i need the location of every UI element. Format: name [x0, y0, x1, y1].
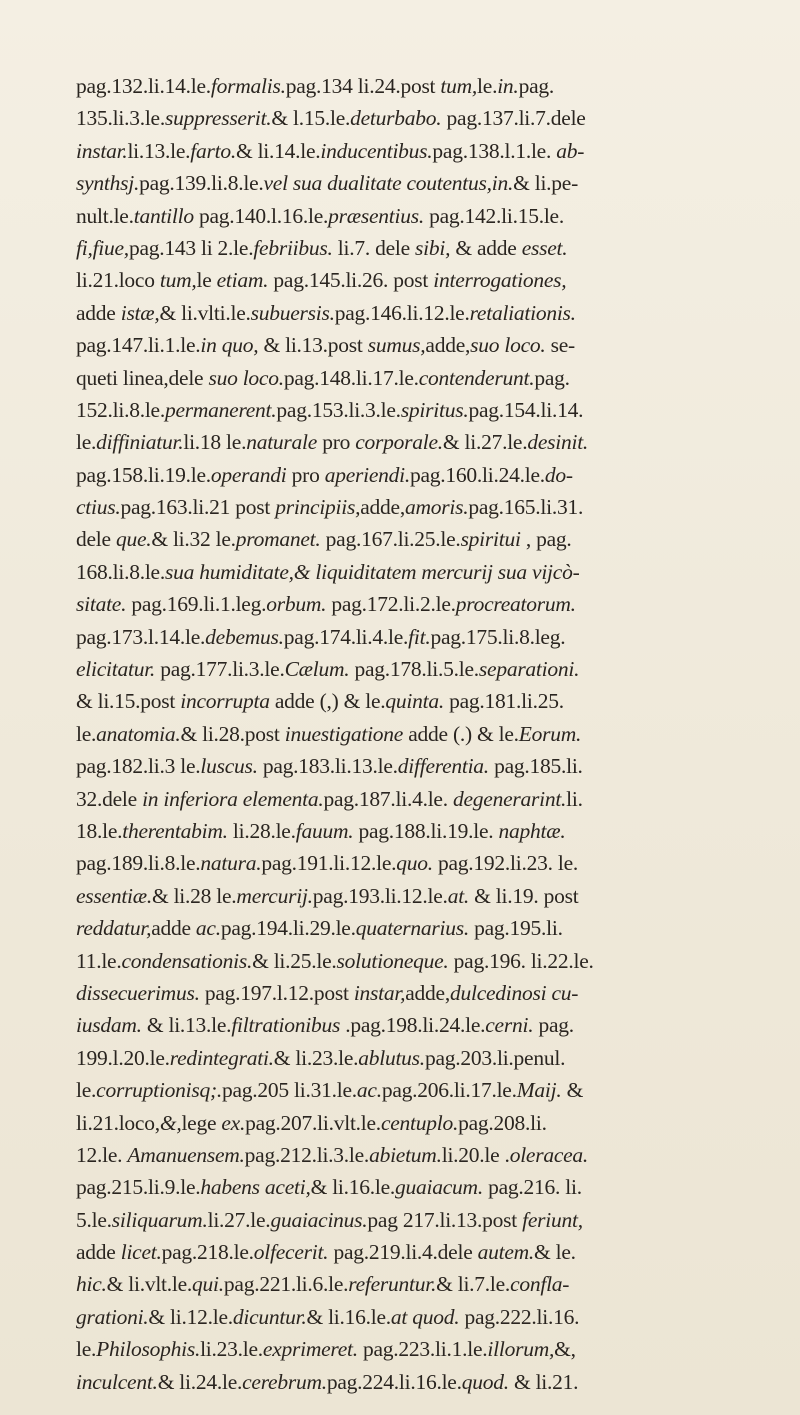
- reference-text: le.: [477, 74, 498, 98]
- italic-term: inducentibus.: [320, 138, 433, 163]
- italic-term: tum,: [159, 268, 197, 293]
- reference-text: nult.le.: [76, 203, 134, 228]
- reference-text: pag.154.li.14.: [468, 397, 584, 422]
- reference-text: li.21.loco: [76, 268, 160, 293]
- reference-text: & li.21.: [508, 1369, 579, 1394]
- italic-term: ac.: [195, 916, 221, 941]
- reference-text: le.: [76, 1078, 97, 1103]
- text-line: [76, 329, 736, 361]
- italic-term: redintegrati.: [169, 1045, 274, 1070]
- italic-term: licet.: [120, 1240, 162, 1265]
- italic-term: anatomia.: [96, 721, 181, 746]
- text-line: [76, 70, 736, 102]
- reference-text: pag.178.li.5.le.: [349, 657, 479, 682]
- italic-term: esset.: [521, 235, 568, 260]
- reference-text: pag.185.li.: [488, 754, 583, 779]
- italic-term: oleracea.: [509, 1142, 589, 1167]
- reference-text: pag.163.li.21 post: [120, 495, 276, 520]
- reference-text: & li.15.post: [76, 689, 181, 714]
- italic-term: reddatur,: [76, 916, 152, 941]
- text-line: [76, 491, 736, 523]
- italic-term: &,: [159, 1110, 182, 1135]
- italic-term: natura.: [200, 851, 262, 876]
- reference-text: pag.223.li.1.le.: [357, 1337, 488, 1362]
- reference-text: pag.174.li.4.le.: [283, 624, 409, 649]
- italic-term: operandi: [210, 462, 287, 487]
- text-line: [76, 1301, 736, 1333]
- italic-term: filtrationibus: [231, 1013, 341, 1038]
- italic-term: quod.: [461, 1369, 509, 1394]
- text-line: [76, 880, 736, 912]
- text-line: [76, 1171, 736, 1203]
- italic-term: formalis.: [210, 74, 286, 98]
- italic-term: fauum.: [295, 818, 354, 843]
- italic-term: corporale.: [355, 430, 443, 455]
- reference-text: pag.153.li.3.le.: [276, 397, 401, 422]
- italic-term: debemus.: [205, 624, 284, 649]
- reference-text: & l.15.le.: [271, 106, 351, 131]
- reference-text: pag.167.li.25.le.: [320, 527, 461, 552]
- text-line: [76, 977, 736, 1009]
- reference-text: pag.216. li.: [482, 1175, 582, 1200]
- italic-term: at.: [447, 883, 470, 908]
- italic-term: iusdam.: [76, 1013, 142, 1038]
- italic-term: Maij.: [516, 1078, 562, 1103]
- reference-text: pag.172.li.2.le.: [326, 592, 456, 617]
- reference-text: & li.25.le.: [252, 948, 337, 973]
- italic-term: inculcent.: [76, 1369, 158, 1394]
- text-line: [76, 1107, 736, 1139]
- reference-text: pag.147.li.1.le.: [76, 333, 201, 358]
- reference-text: & li.12.le.: [148, 1304, 233, 1329]
- reference-text: pag.165.li.31.: [468, 495, 584, 520]
- reference-text: & li.vlti.le.: [159, 300, 251, 325]
- reference-text: & li.16.le.: [306, 1304, 391, 1329]
- italic-term: aperiendi.: [324, 462, 410, 487]
- reference-text: li.27.le.: [207, 1207, 271, 1232]
- italic-term: deturbabo.: [350, 106, 442, 131]
- italic-term: qui.: [192, 1272, 224, 1297]
- text-line: [76, 200, 736, 232]
- italic-term: ablutus.: [358, 1045, 425, 1070]
- reference-text: 12.le.: [76, 1142, 128, 1167]
- text-line: [76, 1042, 736, 1074]
- italic-term: autem.: [477, 1240, 535, 1265]
- reference-text: pag.160.li.24.le.: [409, 462, 545, 487]
- italic-term: corruptionisq;.: [96, 1078, 223, 1103]
- text-line: [76, 750, 736, 782]
- italic-term: incorrupta: [180, 689, 270, 714]
- italic-term: naturale: [246, 430, 318, 455]
- italic-term: feriunt,: [522, 1207, 583, 1232]
- italic-term: tum,: [440, 74, 478, 98]
- italic-term: Cælum.: [284, 657, 350, 682]
- reference-text: li.13.le.: [127, 138, 191, 163]
- italic-term: abietum.: [369, 1142, 442, 1167]
- text-line: [76, 945, 736, 977]
- reference-text: &: [561, 1078, 584, 1103]
- reference-text: pro: [317, 430, 356, 455]
- reference-text: pag.191.li.12.le.: [261, 851, 397, 876]
- italic-term: in.: [497, 74, 519, 98]
- italic-term: guaiacum.: [395, 1175, 483, 1200]
- reference-text: pag.177.li.3.le.: [155, 657, 285, 682]
- italic-term: desinit.: [527, 430, 589, 455]
- reference-text: & li.7.le.: [436, 1272, 511, 1297]
- italic-term: inuestigatione: [284, 721, 404, 746]
- italic-term: differentia.: [397, 754, 489, 779]
- reference-text: & li.32 le.: [151, 527, 236, 552]
- italic-term: ex.: [221, 1110, 246, 1135]
- reference-text: & li.16.le.: [310, 1175, 396, 1200]
- reference-text: 135.li.3.le.: [76, 106, 165, 131]
- reference-text: pag.173.l.14.le.: [76, 624, 206, 649]
- reference-text: & li.14.le.: [235, 138, 321, 163]
- italic-term: tantillo: [133, 203, 194, 228]
- italic-term: siliquarum.: [111, 1207, 208, 1232]
- reference-text: pag.142.li.15.le.: [423, 203, 564, 228]
- reference-text: pag.208.li.: [458, 1110, 547, 1135]
- text-line: [76, 815, 736, 847]
- reference-text: , pag.: [520, 527, 572, 552]
- reference-text: &,: [554, 1337, 576, 1362]
- text-line: [76, 459, 736, 491]
- italic-term: spiritui: [460, 527, 521, 552]
- italic-term: in inferiora elementa.: [142, 786, 324, 811]
- errata-text-block: [76, 70, 736, 1398]
- italic-term: principiis,: [275, 495, 361, 520]
- reference-text: pag.222.li.16.: [459, 1304, 580, 1329]
- italic-term: separationi.: [478, 657, 580, 682]
- italic-term: referuntur.: [348, 1272, 437, 1297]
- text-line: [76, 297, 736, 329]
- italic-term: dulcedinosi cu-: [449, 980, 579, 1005]
- italic-term: in quo,: [200, 333, 259, 358]
- reference-text: pag.181.li.25.: [443, 689, 564, 714]
- italic-term: sumus,: [367, 333, 426, 358]
- reference-text: le.: [76, 1337, 97, 1362]
- text-line: [76, 1009, 736, 1041]
- text-line: [76, 362, 736, 394]
- reference-text: lege: [181, 1110, 222, 1135]
- italic-term: quinta.: [385, 689, 444, 714]
- reference-text: & li.13.post: [258, 333, 368, 358]
- italic-term: sua humiditate,& liquiditatem mercurij sua vijcò-: [164, 559, 580, 584]
- italic-term: interrogationes,: [433, 268, 567, 293]
- reference-text: pag.193.li.12.le.: [312, 883, 448, 908]
- italic-term: therentabim.: [122, 818, 228, 843]
- italic-term: cerebrum.: [242, 1369, 327, 1394]
- reference-text: 18.le.: [76, 818, 123, 843]
- italic-term: spiritus.: [400, 397, 469, 422]
- text-line: [76, 1139, 736, 1171]
- text-line: [76, 102, 736, 134]
- reference-text: pag.: [533, 1013, 574, 1038]
- italic-term: condensationis.: [121, 948, 253, 973]
- reference-text: pag.203.li.penul.: [424, 1045, 566, 1070]
- reference-text: & li.13.le.: [141, 1013, 232, 1038]
- reference-text: pag.221.li.6.le.: [223, 1272, 349, 1297]
- text-line: [76, 167, 736, 199]
- reference-text: dele: [76, 527, 116, 552]
- reference-text: 199.l.20.le.: [76, 1045, 170, 1070]
- italic-term: guaiacinus.: [270, 1207, 368, 1232]
- italic-term: Philosophis.: [96, 1337, 201, 1362]
- reference-text: 32.dele: [76, 786, 143, 811]
- italic-term: suppresserit.: [164, 106, 272, 131]
- reference-text: pag.148.li.17.le.: [283, 365, 419, 390]
- italic-term: solutioneque.: [336, 948, 449, 973]
- text-line: [76, 1366, 736, 1398]
- reference-text: pag.215.li.9.le.: [76, 1175, 201, 1200]
- text-line: [76, 1268, 736, 1300]
- italic-term: quo.: [396, 851, 433, 876]
- reference-text: li.28.le.: [227, 818, 296, 843]
- italic-term: quaternarius.: [355, 916, 469, 941]
- reference-text: pag.187.li.4.le.: [323, 786, 453, 811]
- reference-text: pag.169.li.1.leg.: [126, 592, 267, 617]
- reference-text: & li.19. post: [469, 883, 579, 908]
- reference-text: adde,: [360, 495, 405, 520]
- italic-term: que.: [115, 527, 152, 552]
- italic-term: essentiæ.: [76, 883, 152, 908]
- reference-text: & li.28.post: [180, 721, 285, 746]
- reference-text: pag.139.li.8.le.: [139, 171, 264, 196]
- reference-text: pag.195.li.: [468, 916, 563, 941]
- italic-term: amoris.: [404, 495, 469, 520]
- reference-text: & li.27.le.: [442, 430, 528, 455]
- reference-text: 11.le.: [76, 948, 122, 973]
- italic-term: cerni.: [485, 1013, 534, 1038]
- italic-term: at quod.: [390, 1304, 460, 1329]
- reference-text: pag.218.le.: [161, 1240, 254, 1265]
- text-line: [76, 1236, 736, 1268]
- italic-term: Amanuensem.: [127, 1142, 245, 1167]
- reference-text: pag.192.li.23. le.: [432, 851, 579, 876]
- text-line: [76, 783, 736, 815]
- italic-term: grationi.: [76, 1304, 149, 1329]
- reference-text: adde: [151, 916, 196, 941]
- text-line: [76, 718, 736, 750]
- text-line: [76, 847, 736, 879]
- italic-term: confla-: [510, 1272, 570, 1297]
- reference-text: & li.pe-: [513, 171, 578, 196]
- italic-term: diffiniatur.: [96, 430, 184, 455]
- text-line: [76, 1333, 736, 1365]
- italic-term: fi,fiue,: [76, 235, 129, 260]
- italic-term: habens aceti,: [200, 1175, 311, 1200]
- reference-text: & li.vlt.le.: [106, 1272, 193, 1297]
- reference-text: queti linea,dele: [76, 365, 209, 390]
- italic-term: retaliationis.: [469, 300, 576, 325]
- italic-term: ctius.: [76, 495, 121, 520]
- text-line: [76, 394, 736, 426]
- reference-text: & adde: [450, 235, 522, 260]
- reference-text: & le.: [534, 1240, 576, 1265]
- reference-text: pag.189.li.8.le.: [76, 851, 201, 876]
- italic-term: naphtæ.: [498, 818, 566, 843]
- italic-term: promanet.: [235, 527, 321, 552]
- reference-text: pag.197.l.12.post: [199, 980, 354, 1005]
- text-line: [76, 588, 736, 620]
- text-line: [76, 621, 736, 653]
- italic-term: mercurij.: [236, 883, 313, 908]
- reference-text: pag.175.li.8.leg.: [430, 624, 566, 649]
- text-line: [76, 523, 736, 555]
- italic-term: dicuntur.: [232, 1304, 307, 1329]
- text-line: [76, 685, 736, 717]
- reference-text: se-: [545, 333, 575, 358]
- reference-text: pag 217.li.13.post: [367, 1207, 523, 1232]
- italic-term: farto.: [190, 138, 236, 163]
- italic-term: etiam.: [216, 268, 269, 293]
- reference-text: pag.188.li.19.le.: [353, 818, 499, 843]
- reference-text: adde: [76, 1240, 121, 1265]
- text-line: [76, 912, 736, 944]
- italic-term: ab-: [556, 138, 585, 163]
- text-line: [76, 1074, 736, 1106]
- italic-term: Eorum.: [518, 721, 582, 746]
- reference-text: .pag.198.li.24.le.: [340, 1013, 486, 1038]
- reference-text: pag.158.li.19.le.: [76, 462, 211, 487]
- reference-text: li.23.le.: [200, 1337, 263, 1362]
- italic-term: suo loco.: [470, 333, 546, 358]
- reference-text: pag.132.li.14.le.: [76, 74, 211, 98]
- reference-text: pag.134 li.24.post: [285, 74, 441, 98]
- italic-term: febriibus.: [253, 235, 333, 260]
- reference-text: pro: [286, 462, 325, 487]
- reference-text: pag.183.li.13.le.: [257, 754, 398, 779]
- italic-term: instar.: [76, 138, 128, 163]
- reference-text: pag.219.li.4.dele: [328, 1240, 478, 1265]
- reference-text: 152.li.8.le.: [76, 397, 165, 422]
- reference-text: pag.194.li.29.le.: [220, 916, 356, 941]
- reference-text: li.21.loco,: [76, 1110, 160, 1135]
- reference-text: 5.le.: [76, 1207, 112, 1232]
- italic-term: procreatorum.: [455, 592, 576, 617]
- text-line: [76, 1204, 736, 1236]
- italic-term: orbum.: [266, 592, 327, 617]
- reference-text: pag.143 li 2.le.: [128, 235, 254, 260]
- reference-text: pag.205 li.31.le.: [222, 1078, 357, 1103]
- reference-text: adde,: [425, 333, 471, 358]
- reference-text: pag.224.li.16.le.: [326, 1369, 462, 1394]
- reference-text: pag.196. li.22.le.: [448, 948, 594, 973]
- italic-term: suo loco.: [208, 365, 284, 390]
- text-line: [76, 426, 736, 458]
- reference-text: pag.: [518, 74, 554, 98]
- italic-term: exprimeret.: [262, 1337, 358, 1362]
- reference-text: le.: [76, 721, 97, 746]
- reference-text: 168.li.8.le.: [76, 559, 165, 584]
- reference-text: adde (,) & le.: [269, 689, 386, 714]
- reference-text: pag.146.li.12.le.: [334, 300, 470, 325]
- italic-term: præsentius.: [328, 203, 424, 228]
- reference-text: adde: [76, 300, 121, 325]
- reference-text: pag.212.li.3.le.: [244, 1142, 370, 1167]
- reference-text: pag.207.li.vlt.le.: [245, 1110, 381, 1135]
- italic-term: hic.: [76, 1272, 107, 1297]
- italic-term: instar,: [353, 980, 406, 1005]
- text-line: [76, 135, 736, 167]
- reference-text: pag.140.l.16.le.: [193, 203, 329, 228]
- text-line: [76, 232, 736, 264]
- italic-term: do-: [544, 462, 573, 487]
- reference-text: pag.145.li.26. post: [268, 268, 434, 293]
- text-line: [76, 556, 736, 588]
- italic-term: permanerent.: [164, 397, 277, 422]
- reference-text: pag.138.l.1.le.: [432, 138, 557, 163]
- italic-term: centuplo.: [380, 1110, 459, 1135]
- italic-term: sitate.: [76, 592, 127, 617]
- text-line: [76, 653, 736, 685]
- reference-text: pag.182.li.3 le.: [76, 754, 201, 779]
- reference-text: & li.24.le.: [157, 1369, 243, 1394]
- reference-text: li.7. dele: [332, 235, 416, 260]
- reference-text: li.20.le .: [441, 1142, 510, 1167]
- reference-text: pag.206.li.17.le.: [381, 1078, 517, 1103]
- reference-text: pag.137.li.7.dele: [441, 106, 586, 131]
- italic-term: luscus.: [200, 754, 258, 779]
- italic-term: olfecerit.: [253, 1240, 329, 1265]
- italic-term: elicitatur.: [76, 657, 156, 682]
- reference-text: le: [196, 268, 217, 293]
- reference-text: adde (.) & le.: [403, 721, 519, 746]
- italic-term: contenderunt.: [418, 365, 535, 390]
- reference-text: li.: [566, 786, 583, 811]
- italic-term: synthsj.: [76, 171, 140, 196]
- reference-text: & li.23.le.: [273, 1045, 359, 1070]
- italic-term: fit.: [408, 624, 431, 649]
- italic-term: illorum,: [487, 1337, 555, 1362]
- reference-text: adde,: [405, 980, 450, 1005]
- italic-term: degenerarint.: [452, 786, 567, 811]
- reference-text: li.18 le.: [183, 430, 247, 455]
- italic-term: sibi,: [415, 235, 451, 260]
- reference-text: pag.: [534, 365, 570, 390]
- reference-text: le.: [76, 430, 97, 455]
- italic-term: dissecuerimus.: [76, 980, 200, 1005]
- text-line: [76, 264, 736, 296]
- italic-term: istæ,: [120, 300, 160, 325]
- reference-text: & li.28 le.: [151, 883, 237, 908]
- italic-term: ac.: [356, 1078, 382, 1103]
- italic-term: vel sua dualitate coutentus,in.: [263, 171, 514, 196]
- italic-term: subuersis.: [250, 300, 335, 325]
